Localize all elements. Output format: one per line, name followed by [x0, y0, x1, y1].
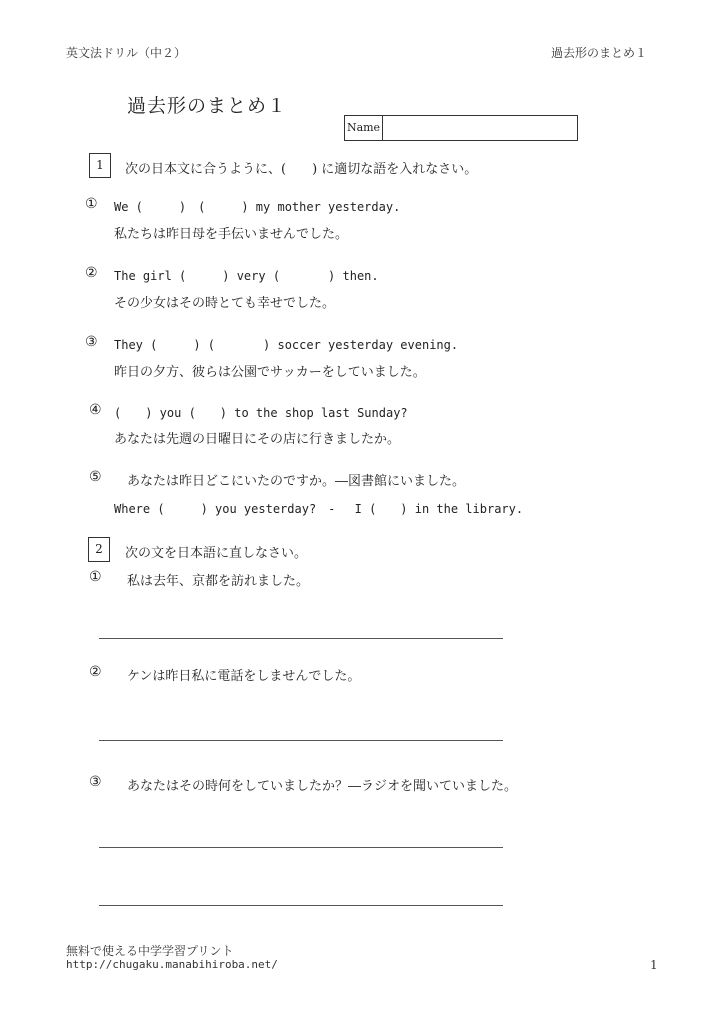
header-right: 過去形のまとめ１ [551, 46, 648, 60]
section-2-instruction: 次の文を日本語に直しなさい。 [125, 546, 308, 561]
section-2-number: 2 [88, 537, 110, 562]
item-text: あなたはその時何をしていましたか？―ラジオを聞いていました。 [127, 779, 518, 794]
answer-line[interactable] [99, 638, 503, 639]
item-number: ③ [89, 774, 102, 790]
item-japanese: あなたは先週の日曜日にその店に行きましたか。 [114, 432, 401, 447]
item-number: ⑤ [89, 469, 102, 485]
item-number: ① [89, 569, 102, 585]
footer-title: 無料で使える中学学習プリント [66, 944, 234, 958]
section-1-instruction: 次の日本文に合うように、( ) に適切な語を入れなさい。 [125, 162, 478, 177]
name-box [344, 115, 578, 141]
name-field[interactable] [383, 116, 577, 140]
item-number: ② [85, 265, 98, 281]
answer-line[interactable] [99, 847, 503, 848]
name-label: Name [345, 116, 383, 140]
item-number: ① [85, 196, 98, 212]
footer-url[interactable]: http://chugaku.manabihiroba.net/ [66, 958, 278, 971]
page-number: 1 [650, 958, 658, 972]
page-title: 過去形のまとめ１ [127, 95, 288, 117]
item-text: ケンは昨日私に電話をしませんでした。 [127, 669, 361, 684]
item-number: ② [89, 664, 102, 680]
item-english: They ( ) ( ) soccer yesterday evening. [114, 338, 459, 352]
answer-line[interactable] [99, 740, 503, 741]
item-number: ③ [85, 334, 98, 350]
header-left: 英文法ドリル（中２） [66, 46, 187, 60]
item-text: 私は去年、京都を訪れました。 [127, 574, 310, 589]
item-japanese: その少女はその時とても幸せでした。 [114, 296, 336, 311]
item-english: Where ( ) you yesterday? - I ( ) in the library. [114, 502, 524, 516]
item-japanese: あなたは昨日どこにいたのですか。―図書館にいました。 [127, 474, 466, 489]
item-english: ( ) you ( ) to the shop last Sunday? [114, 406, 408, 420]
item-japanese: 昨日の夕方、彼らは公園でサッカーをしていました。 [114, 365, 426, 380]
section-1-number: 1 [89, 153, 111, 178]
answer-line[interactable] [99, 905, 503, 906]
item-english: The girl ( ) very ( ) then. [114, 269, 379, 283]
item-english: We ( ) ( ) my mother yesterday. [114, 200, 401, 214]
item-japanese: 私たちは昨日母を手伝いませんでした。 [114, 227, 349, 242]
item-number: ④ [89, 402, 102, 418]
